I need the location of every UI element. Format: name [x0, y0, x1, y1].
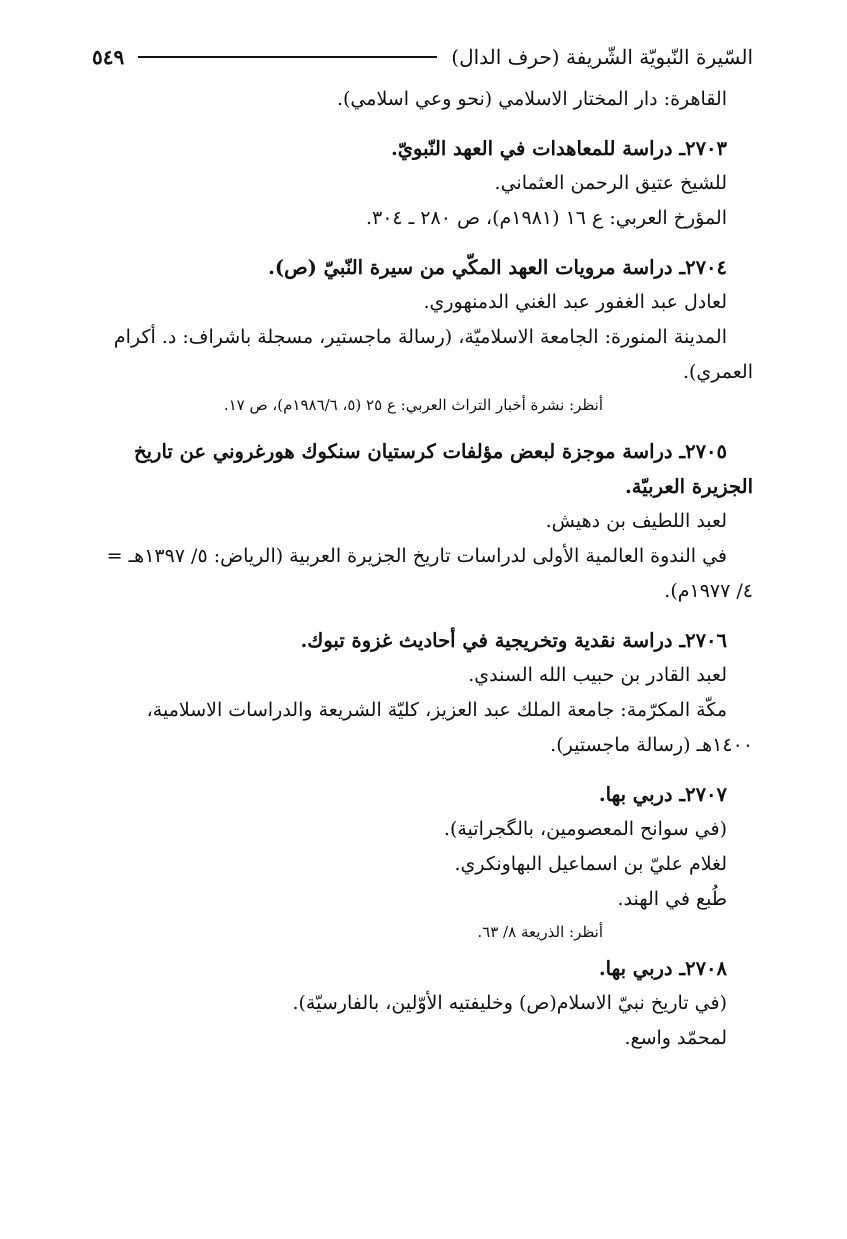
entry-title: ٢٧٠٣ـ دراسة للمعاهدات في العهد النّبويّ.: [390, 137, 727, 160]
entry-author: لغلام عليّ بن اسماعيل البهاونكري.: [454, 853, 727, 875]
entry-2703: [92, 131, 753, 236]
entry-publication: في الندوة العالمية الأولى لدراسات تاريخ الجزيرة العربية (الرياض: ٥/ ١٣٩٧هـ = ٤/ ١٩٧٧م).: [106, 545, 753, 602]
entry-title: ٢٧٠٥ـ دراسة موجزة لبعض مؤلفات كرستيان سنكوك هورغروني عن تاريخ الجزيرة العربيّة.: [134, 440, 753, 498]
running-header: [92, 40, 753, 74]
entry-author: لعادل عبد الغفور عبد الغني الدمنهوري.: [423, 291, 727, 313]
entry-reference: أنظر: نشرة أخبار التراث العربي: ع ٢٥ (٥، ١٩٨٦/٦م)، ص ١٧.: [223, 396, 603, 414]
entry-note: (في تاريخ نبيّ الاسلام(ص) وخليفتيه الأوّلين، بالفارسيّة).: [292, 992, 727, 1014]
header-title: السّيرة النّبويّة الشّريفة (حرف الدال): [451, 45, 753, 69]
entry-note: (في سوانح المعصومين، بالگجراتية).: [443, 818, 727, 840]
entry-2704: [92, 250, 753, 420]
entry-2707: [92, 777, 753, 947]
entry-author: لمحمّد واسع.: [624, 1027, 727, 1049]
bibliography-content: [92, 82, 753, 1056]
header-rule: [138, 56, 437, 58]
entry-title: ٢٧٠٦ـ دراسة نقدية وتخريجية في أحاديث غزوة تبوك.: [300, 629, 727, 652]
entry-author: لعبد القادر بن حبيب الله السندي.: [468, 664, 727, 686]
entry-publication: المدينة المنورة: الجامعة الاسلاميّة، (رسالة ماجستير، مسجلة باشراف: د. أكرام العمري).: [113, 326, 753, 383]
entry-title: ٢٧٠٧ـ دربي بها.: [598, 783, 727, 806]
entry-2706: [92, 623, 753, 763]
entry-publication: طُبع في الهند.: [617, 888, 727, 910]
entry-author: للشيخ عتيق الرحمن العثماني.: [494, 172, 727, 194]
entry-2708: [92, 951, 753, 1056]
entry-2705: [92, 434, 753, 609]
entry-reference: أنظر: الذريعة ٨/ ٦٣.: [477, 923, 603, 941]
page-number: ٥٤٩: [92, 45, 125, 69]
entry-title: ٢٧٠٤ـ دراسة مرويات العهد المكّي من سيرة النّبيّ (ص).: [268, 256, 727, 279]
entry-author: لعبد اللطيف بن دهيش.: [545, 510, 727, 532]
entry-publication: مكّة المكرّمة: جامعة الملك عبد العزيز، كليّة الشريعة والدراسات الاسلامية، ١٤٠٠هـ (رسالة ماجستير).: [146, 699, 753, 756]
entry-title: ٢٧٠٨ـ دربي بها.: [598, 957, 727, 980]
continued-publication-line: القاهرة: دار المختار الاسلامي (نحو وعي اسلامي).: [336, 88, 727, 110]
entry-publication: المؤرخ العربي: ع ١٦ (١٩٨١م)، ص ٢٨٠ ـ ٣٠٤.: [365, 207, 727, 229]
